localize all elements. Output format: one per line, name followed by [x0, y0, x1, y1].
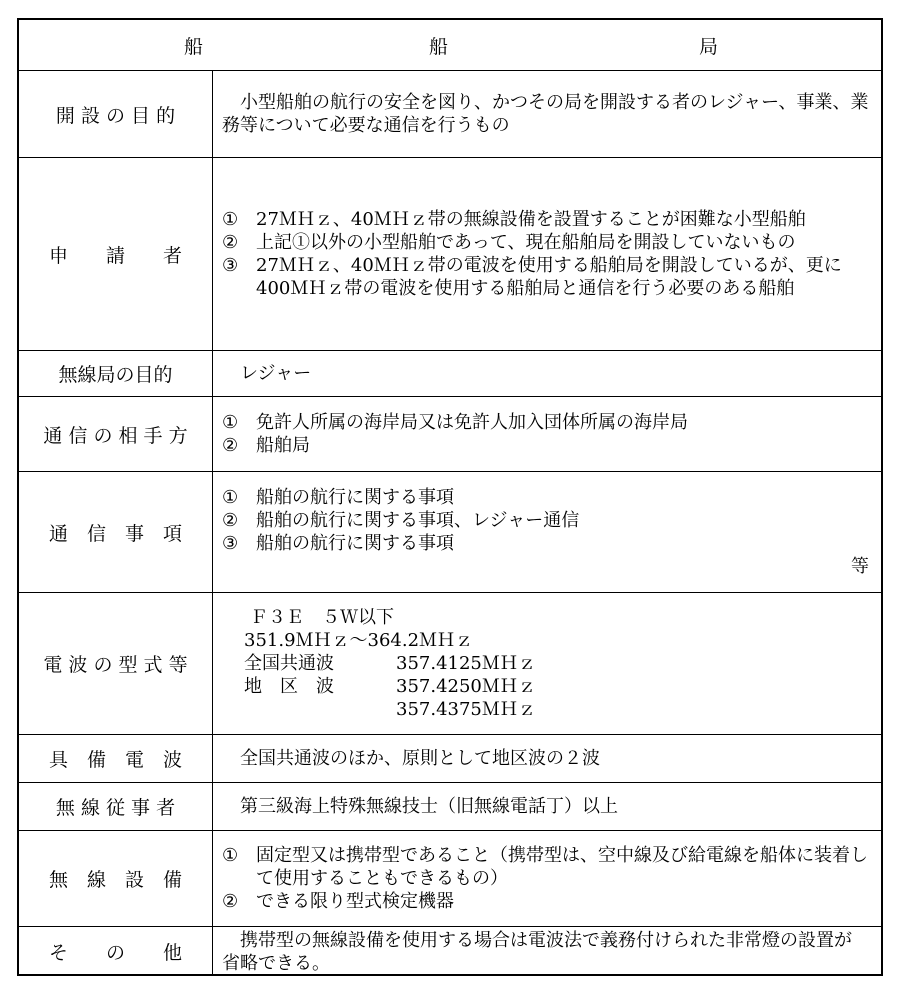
- table-row: [19, 734, 881, 782]
- list-item: [222, 208, 869, 231]
- row-label: [19, 831, 213, 926]
- equipped-frequencies-text: 全国共通波のほか、原則として地区波の２波: [240, 748, 600, 769]
- list-item: [222, 532, 869, 555]
- row-label-text: 電 波 の 型 式 等: [43, 654, 188, 676]
- list-item: [222, 434, 869, 457]
- row-label-text: 申 請 者: [48, 244, 182, 267]
- row-label: [19, 351, 213, 396]
- item-text: できる限り型式検定機器: [256, 891, 454, 912]
- table-row: [19, 830, 881, 926]
- item-text: 27ＭＨｚ、40ＭＨｚ帯の無線設備を設置することが困難な小型船舶: [256, 209, 806, 230]
- row-content: [212, 158, 881, 350]
- row-content: [212, 783, 881, 830]
- row-label: [19, 158, 213, 350]
- row-content: [212, 397, 881, 471]
- row-content: [212, 351, 881, 396]
- frequency-range: 351.9ＭＨｚ～364.2ＭＨｚ: [244, 630, 474, 651]
- list-item: [222, 231, 869, 254]
- row-label-text: 具 備 電 波: [48, 749, 182, 771]
- table-row: [19, 350, 881, 396]
- license-table: [17, 18, 883, 976]
- emission-class: Ｆ３Ｅ ５Ｗ以下: [250, 607, 394, 628]
- header-char-left: 船: [184, 36, 204, 58]
- table-row: [19, 592, 881, 734]
- item-text: 船舶の航行に関する事項: [256, 487, 454, 508]
- row-label: [19, 735, 213, 782]
- row-label-text: そ の 他: [48, 942, 182, 964]
- district-frequency-1: 357.4250ＭＨｚ: [396, 676, 536, 697]
- row-content: [212, 593, 881, 734]
- purpose-paragraph: 小型船舶の航行の安全を図り、かつその局を開設する者のレジャー、事業、業務等について必要な通信を行うもの: [222, 92, 869, 136]
- district-frequency-line: [222, 675, 869, 698]
- row-content: [212, 927, 881, 976]
- row-label: [19, 783, 213, 830]
- item-text: 船舶の航行に関する事項: [256, 533, 454, 554]
- table-row: [19, 70, 881, 157]
- station-purpose-text: レジャー: [240, 363, 312, 384]
- etc-suffix: 等: [851, 556, 869, 577]
- item-number: ①: [222, 845, 239, 866]
- item-number: ②: [222, 232, 239, 253]
- item-number: ②: [222, 891, 239, 912]
- row-label: [19, 593, 213, 734]
- list-item: [222, 486, 869, 509]
- item-number: ③: [222, 255, 239, 276]
- item-text: 免許人所属の海岸局又は免許人加入団体所属の海岸局: [256, 412, 688, 433]
- row-label-text: 無 線 従 事 者: [55, 797, 176, 819]
- table-row: [19, 471, 881, 592]
- nationwide-frequency-line: [222, 652, 869, 675]
- item-number: ②: [222, 435, 239, 456]
- district-frequency-2: 357.4375ＭＨｚ: [396, 699, 536, 720]
- item-number: ②: [222, 510, 239, 531]
- table-header: [19, 20, 881, 70]
- row-label: [19, 397, 213, 471]
- table-row: [19, 396, 881, 471]
- row-content: [212, 71, 881, 157]
- table-row: [19, 926, 881, 976]
- row-label-text: 無 線 設 備: [48, 869, 182, 891]
- row-content: [212, 735, 881, 782]
- row-label-text: 開 設 の 目 的: [55, 104, 176, 127]
- table-row: [19, 157, 881, 350]
- row-label: [19, 71, 213, 157]
- item-text: 27ＭＨｚ、40ＭＨｚ帯の電波を使用する船舶局を開設しているが、更に400ＭＨｚ帯の電波を使用する船舶局と通信を行う必要のある船舶: [256, 255, 842, 299]
- item-text: 船舶局: [256, 435, 310, 456]
- row-label-text: 通 信 事 項: [48, 522, 182, 545]
- header-char-middle: 船: [429, 36, 449, 58]
- district-frequency-line: [222, 698, 869, 721]
- district-label: 地 区 波: [244, 676, 334, 697]
- nationwide-frequency: 357.4125ＭＨｚ: [396, 653, 536, 674]
- header-char-right: 局: [699, 36, 719, 58]
- radio-operator-text: 第三級海上特殊無線技士（旧無線電話丁）以上: [240, 796, 618, 817]
- list-item: [222, 844, 869, 890]
- table-row: [19, 782, 881, 830]
- nationwide-label: 全国共通波: [244, 653, 334, 674]
- list-item: [222, 509, 869, 532]
- item-text: 上記①以外の小型船舶であって、現在船舶局を開設していないもの: [256, 232, 796, 253]
- row-label-text: 通 信 の 相 手 方: [43, 424, 188, 447]
- item-text: 船舶の航行に関する事項、レジャー通信: [256, 510, 580, 531]
- list-item: [222, 411, 869, 434]
- item-number: ①: [222, 487, 239, 508]
- row-content: [212, 831, 881, 926]
- item-text: 固定型又は携帯型であること（携帯型は、空中線及び給電線を船体に装着して使用することもできるもの）: [256, 845, 868, 889]
- row-label: [19, 927, 213, 976]
- other-paragraph: 携帯型の無線設備を使用する場合は電波法で義務付けられた非常燈の設置が省略できる。: [222, 929, 852, 974]
- list-item: [222, 254, 869, 300]
- item-number: ①: [222, 412, 239, 433]
- item-number: ③: [222, 533, 239, 554]
- row-label-text: 無線局の目的: [58, 364, 173, 386]
- list-item: [222, 890, 869, 913]
- row-content: [212, 472, 881, 592]
- item-number: ①: [222, 209, 239, 230]
- row-label: [19, 472, 213, 592]
